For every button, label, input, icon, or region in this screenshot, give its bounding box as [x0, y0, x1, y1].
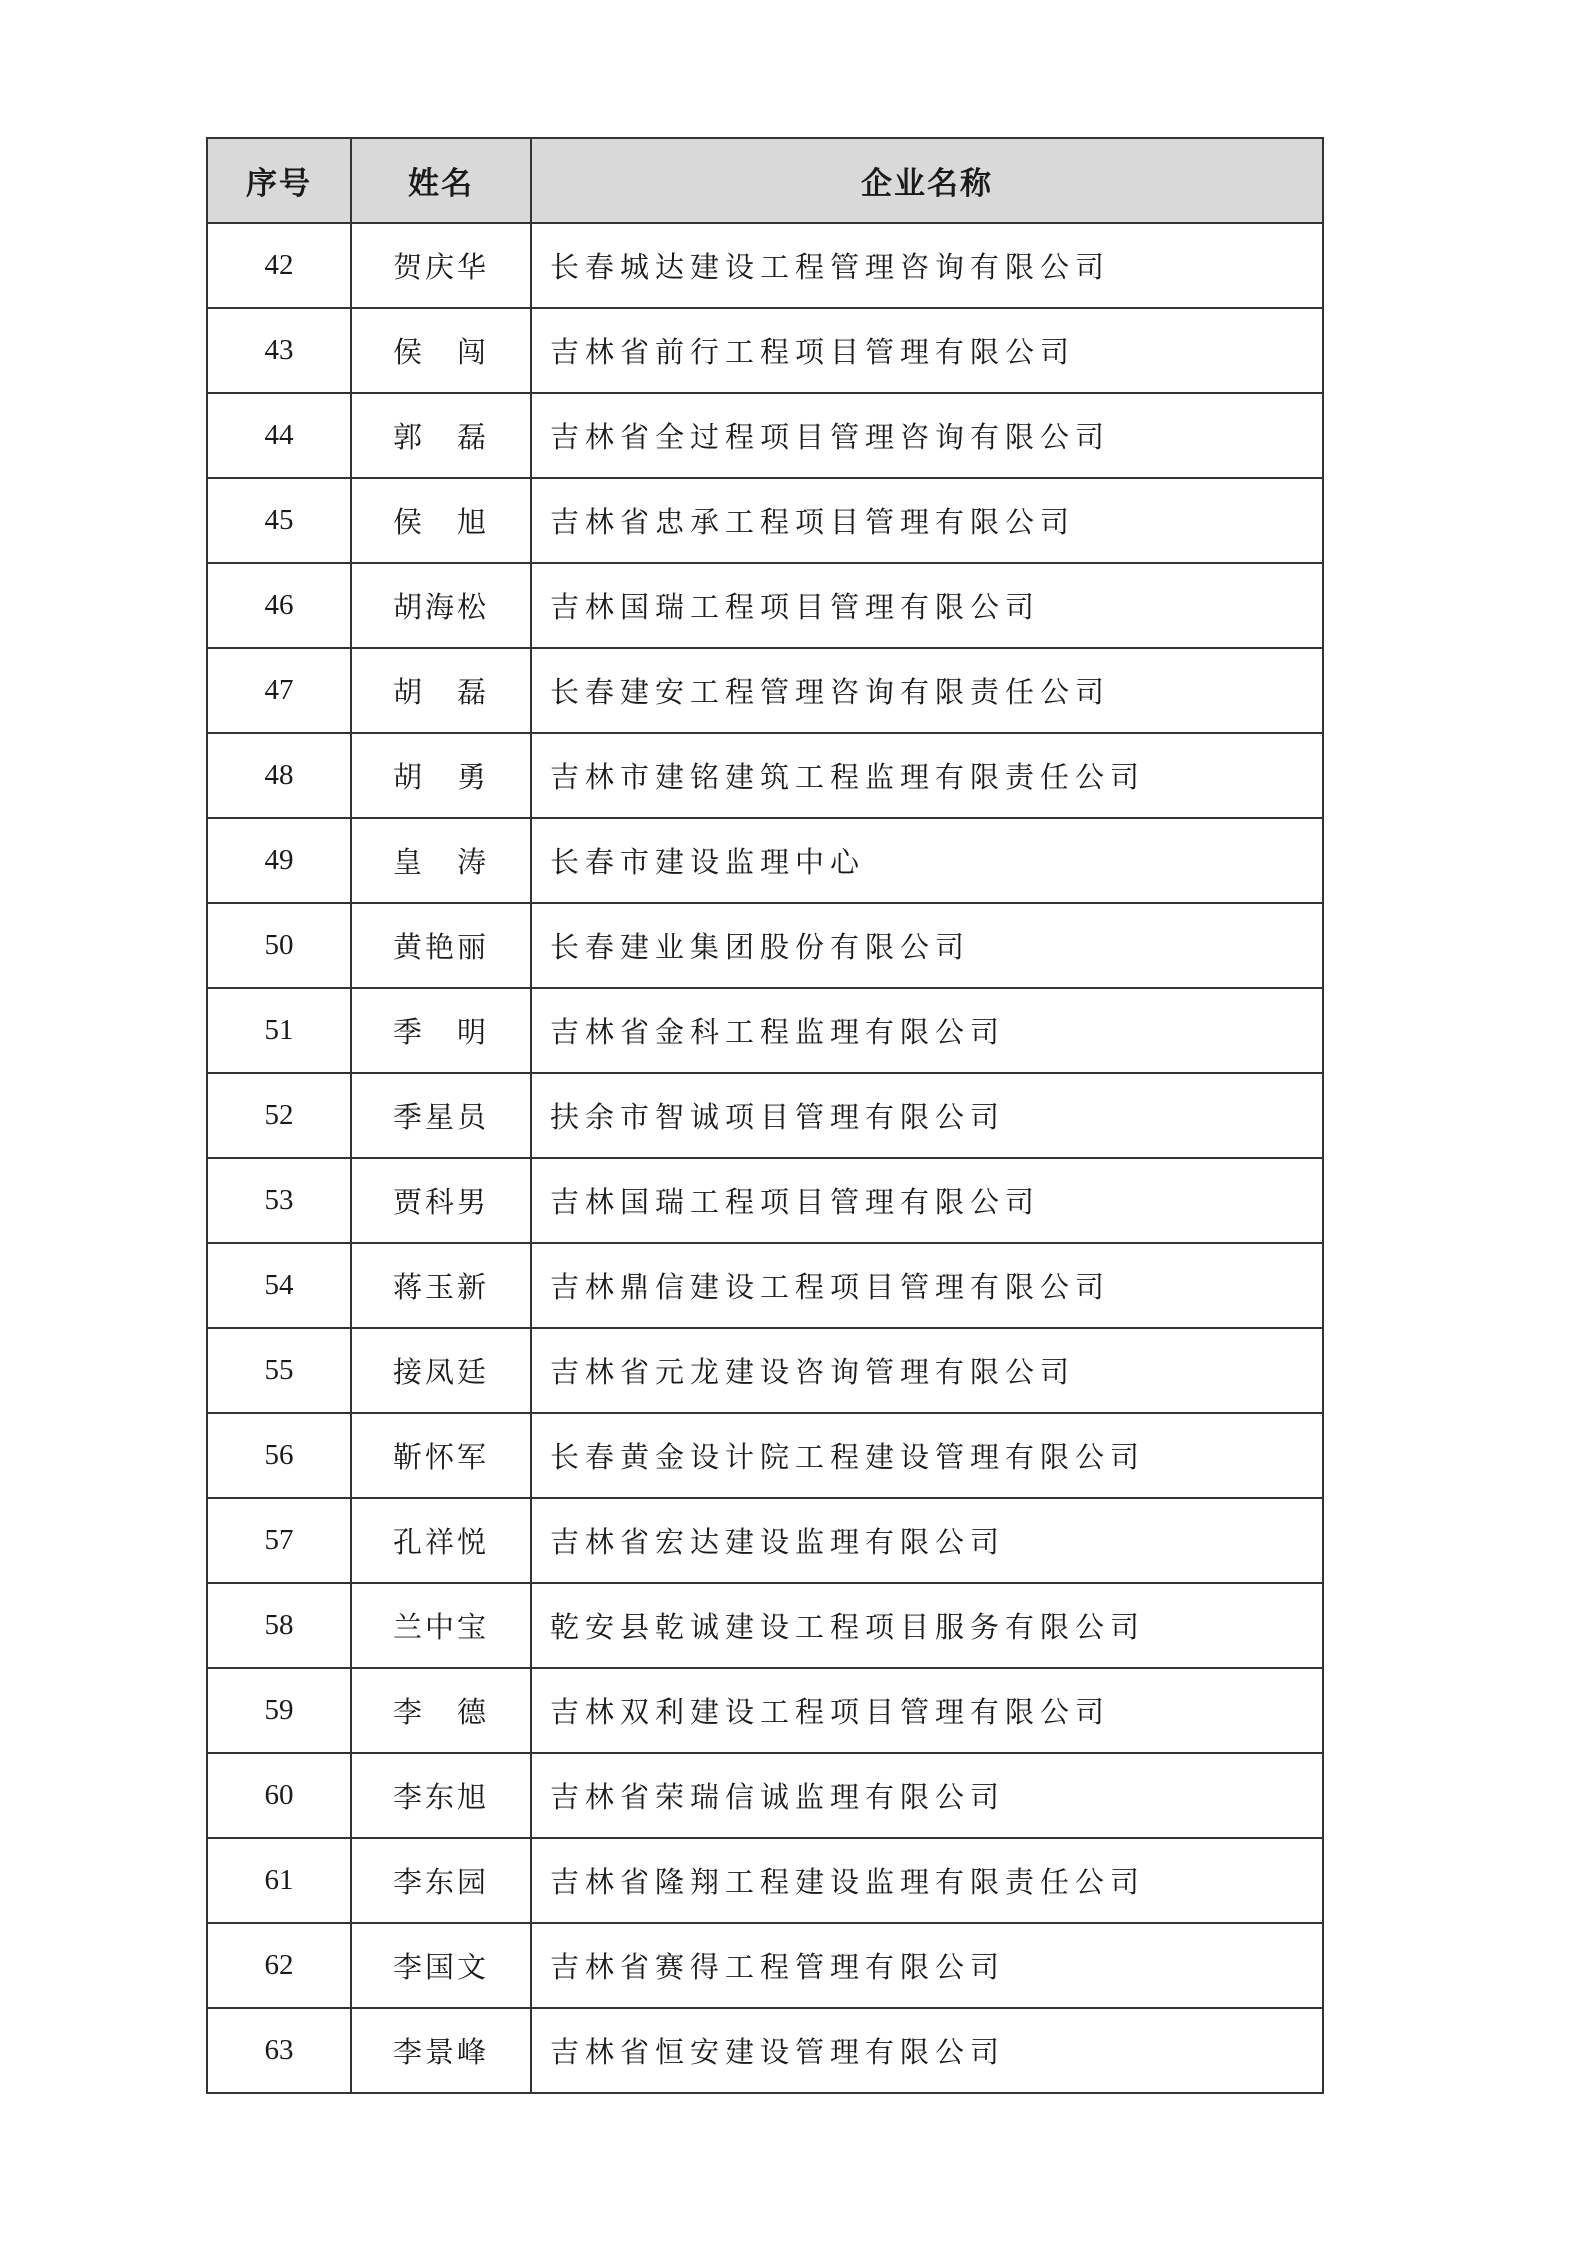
- cell-company: 吉林省前行工程项目管理有限公司: [531, 308, 1323, 393]
- cell-seq: 48: [207, 733, 351, 818]
- table-row: [207, 818, 1323, 903]
- table-row: [207, 1838, 1323, 1923]
- cell-company: 长春黄金设计院工程建设管理有限公司: [531, 1413, 1323, 1498]
- table-row: [207, 733, 1323, 818]
- cell-company: 吉林省宏达建设监理有限公司: [531, 1498, 1323, 1583]
- header-seq: 序号: [207, 138, 351, 223]
- personnel-table: [206, 137, 1324, 2094]
- cell-seq: 47: [207, 648, 351, 733]
- cell-company: 吉林省赛得工程管理有限公司: [531, 1923, 1323, 2008]
- cell-seq: 45: [207, 478, 351, 563]
- cell-name: 季星员: [351, 1073, 531, 1158]
- table-row: [207, 1923, 1323, 2008]
- cell-seq: 43: [207, 308, 351, 393]
- cell-company: 吉林省元龙建设咨询管理有限公司: [531, 1328, 1323, 1413]
- cell-company: 吉林省金科工程监理有限公司: [531, 988, 1323, 1073]
- cell-name: 接凤廷: [351, 1328, 531, 1413]
- cell-seq: 44: [207, 393, 351, 478]
- cell-seq: 58: [207, 1583, 351, 1668]
- cell-name: 胡海松: [351, 563, 531, 648]
- cell-name: 季 明: [351, 988, 531, 1073]
- table-row: [207, 648, 1323, 733]
- cell-company: 长春建安工程管理咨询有限责任公司: [531, 648, 1323, 733]
- cell-seq: 53: [207, 1158, 351, 1243]
- cell-name: 李 德: [351, 1668, 531, 1753]
- cell-name: 李国文: [351, 1923, 531, 2008]
- cell-seq: 63: [207, 2008, 351, 2093]
- cell-seq: 46: [207, 563, 351, 648]
- cell-name: 胡 磊: [351, 648, 531, 733]
- cell-name: 黄艳丽: [351, 903, 531, 988]
- table-row: [207, 1498, 1323, 1583]
- table-row: [207, 1158, 1323, 1243]
- cell-seq: 60: [207, 1753, 351, 1838]
- table-row: [207, 563, 1323, 648]
- cell-name: 贺庆华: [351, 223, 531, 308]
- cell-name: 兰中宝: [351, 1583, 531, 1668]
- table-row: [207, 903, 1323, 988]
- cell-company: 长春城达建设工程管理咨询有限公司: [531, 223, 1323, 308]
- header-name: 姓名: [351, 138, 531, 223]
- table-row: [207, 308, 1323, 393]
- table-body: [207, 223, 1323, 2093]
- cell-company: 吉林省全过程项目管理咨询有限公司: [531, 393, 1323, 478]
- header-company: 企业名称: [531, 138, 1323, 223]
- cell-name: 胡 勇: [351, 733, 531, 818]
- cell-name: 侯 旭: [351, 478, 531, 563]
- table-row: [207, 223, 1323, 308]
- table-row: [207, 478, 1323, 563]
- cell-company: 长春市建设监理中心: [531, 818, 1323, 903]
- cell-seq: 59: [207, 1668, 351, 1753]
- cell-name: 李景峰: [351, 2008, 531, 2093]
- table-row: [207, 1668, 1323, 1753]
- cell-name: 郭 磊: [351, 393, 531, 478]
- cell-seq: 57: [207, 1498, 351, 1583]
- cell-name: 皇 涛: [351, 818, 531, 903]
- cell-seq: 61: [207, 1838, 351, 1923]
- cell-name: 靳怀军: [351, 1413, 531, 1498]
- cell-seq: 50: [207, 903, 351, 988]
- cell-company: 吉林双利建设工程项目管理有限公司: [531, 1668, 1323, 1753]
- cell-company: 吉林省隆翔工程建设监理有限责任公司: [531, 1838, 1323, 1923]
- cell-name: 贾科男: [351, 1158, 531, 1243]
- table-row: [207, 1328, 1323, 1413]
- cell-company: 吉林省恒安建设管理有限公司: [531, 2008, 1323, 2093]
- cell-company: 吉林省忠承工程项目管理有限公司: [531, 478, 1323, 563]
- table-row: [207, 2008, 1323, 2093]
- table-row: [207, 1413, 1323, 1498]
- cell-company: 长春建业集团股份有限公司: [531, 903, 1323, 988]
- table-row: [207, 1583, 1323, 1668]
- cell-seq: 54: [207, 1243, 351, 1328]
- cell-name: 侯 闯: [351, 308, 531, 393]
- cell-company: 吉林国瑞工程项目管理有限公司: [531, 563, 1323, 648]
- cell-company: 吉林市建铭建筑工程监理有限责任公司: [531, 733, 1323, 818]
- cell-company: 吉林鼎信建设工程项目管理有限公司: [531, 1243, 1323, 1328]
- cell-company: 吉林省荣瑞信诚监理有限公司: [531, 1753, 1323, 1838]
- cell-name: 孔祥悦: [351, 1498, 531, 1583]
- cell-name: 李东园: [351, 1838, 531, 1923]
- cell-seq: 51: [207, 988, 351, 1073]
- header-row: [207, 138, 1323, 223]
- cell-company: 乾安县乾诚建设工程项目服务有限公司: [531, 1583, 1323, 1668]
- cell-seq: 56: [207, 1413, 351, 1498]
- table-row: [207, 1243, 1323, 1328]
- cell-company: 扶余市智诚项目管理有限公司: [531, 1073, 1323, 1158]
- table-header: [207, 138, 1323, 223]
- cell-name: 李东旭: [351, 1753, 531, 1838]
- cell-seq: 42: [207, 223, 351, 308]
- table-row: [207, 393, 1323, 478]
- cell-seq: 52: [207, 1073, 351, 1158]
- cell-company: 吉林国瑞工程项目管理有限公司: [531, 1158, 1323, 1243]
- cell-seq: 49: [207, 818, 351, 903]
- table-row: [207, 988, 1323, 1073]
- cell-name: 蒋玉新: [351, 1243, 531, 1328]
- cell-seq: 55: [207, 1328, 351, 1413]
- table-row: [207, 1753, 1323, 1838]
- cell-seq: 62: [207, 1923, 351, 2008]
- table-row: [207, 1073, 1323, 1158]
